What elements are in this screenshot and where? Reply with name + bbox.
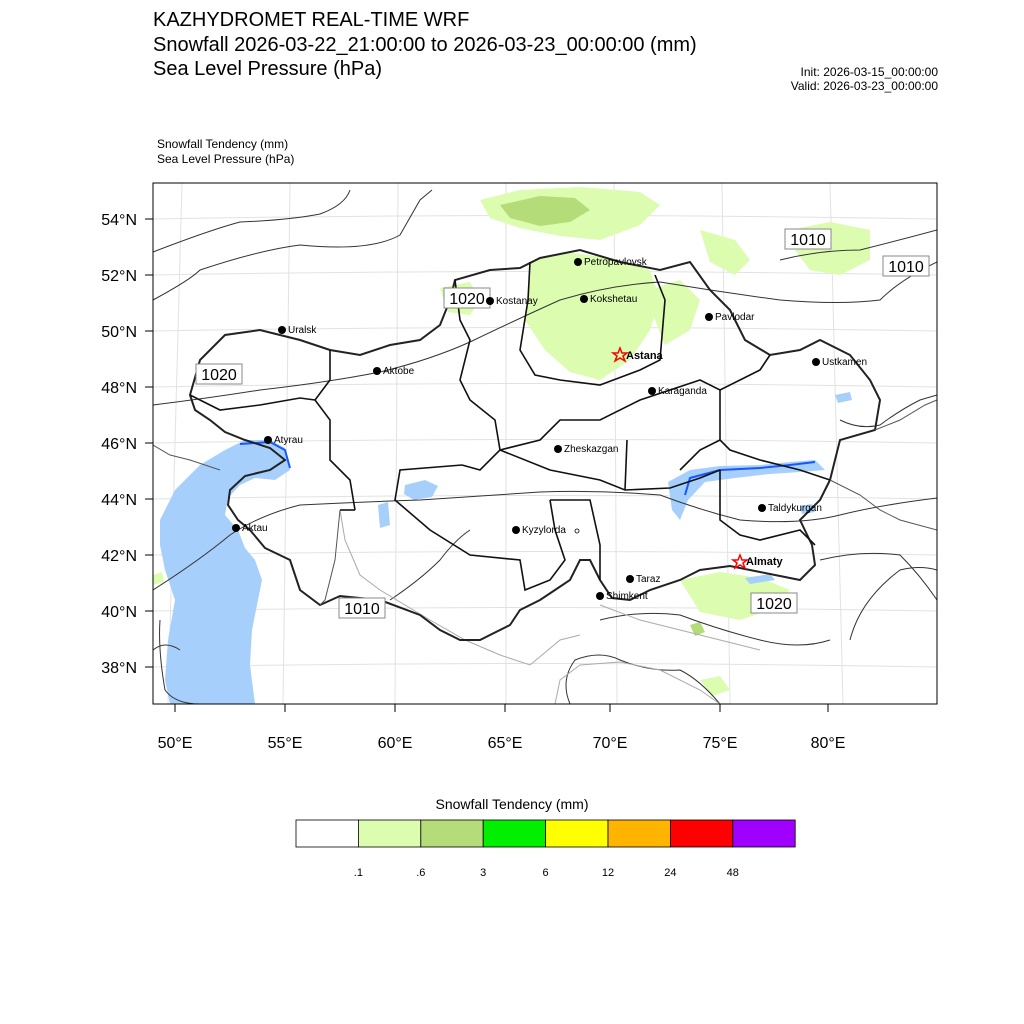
- small-town-icon: [575, 529, 579, 533]
- colorbar-swatch: [546, 820, 608, 847]
- lat-label: 44°N: [101, 492, 137, 509]
- city-label: Ustkamen: [822, 357, 868, 368]
- lon-label: 75°E: [702, 735, 738, 752]
- colorbar: [296, 820, 795, 847]
- colorbar-tick-label: 12: [601, 867, 615, 879]
- city-label: Kyzylorda: [522, 525, 566, 536]
- lat-label: 48°N: [101, 380, 137, 397]
- city-label: Aktobe: [383, 366, 415, 377]
- lon-label: 50°E: [157, 735, 193, 752]
- lat-label: 40°N: [101, 604, 137, 621]
- city-dot: [574, 258, 582, 266]
- lat-label: 50°N: [101, 324, 137, 341]
- colorbar-swatch: [296, 820, 358, 847]
- isobar-label: 1020: [756, 596, 792, 613]
- city-label: Taraz: [636, 574, 661, 585]
- lat-label: 42°N: [101, 548, 137, 565]
- capital-star-icon: [733, 555, 747, 568]
- valid-time: Valid: 2026-03-23_00:00:00: [790, 79, 938, 93]
- colorbar-tick-label: 24: [664, 867, 677, 879]
- city-dot: [554, 445, 562, 453]
- lon-labels: [158, 735, 846, 752]
- lat-label: 46°N: [101, 436, 137, 453]
- city-label: Kokshetau: [590, 294, 638, 305]
- city-dot: [648, 387, 656, 395]
- city-label: Karaganda: [658, 386, 707, 397]
- title-line-1: KAZHYDROMET REAL-TIME WRF: [153, 9, 470, 31]
- colorbar-swatch: [670, 820, 732, 847]
- lat-label: 52°N: [101, 268, 137, 285]
- city-dot: [512, 526, 520, 534]
- init-time: Init: 2026-03-15_00:00:00: [800, 65, 938, 79]
- colorbar-tick-label: 48: [726, 867, 739, 879]
- city-dot: [580, 295, 588, 303]
- lon-label: 55°E: [267, 735, 303, 752]
- title-line-2: Snowfall 2026-03-22_21:00:00 to 2026-03-23_00:00:00 (mm): [153, 34, 697, 56]
- colorbar-swatch: [483, 820, 545, 847]
- lat-ticks: [145, 219, 153, 667]
- colorbar-tick-label: .6: [416, 867, 426, 879]
- colorbar-swatch: [608, 820, 670, 847]
- city-dot: [486, 297, 494, 305]
- colorbar-tick-label: 6: [542, 867, 549, 879]
- lon-ticks: [175, 704, 828, 712]
- city-label: Taldykurgan: [768, 503, 822, 514]
- city-label: Pavlodar: [715, 312, 755, 323]
- lon-label: 60°E: [377, 735, 413, 752]
- city-label: Zheskazgan: [564, 444, 619, 455]
- lon-label: 65°E: [487, 735, 523, 752]
- lat-label: 38°N: [101, 660, 137, 677]
- title-line-3: Sea Level Pressure (hPa): [153, 58, 383, 80]
- city-dot: [705, 313, 713, 321]
- lat-label: 54°N: [101, 212, 137, 229]
- isobar-label: 1010: [888, 259, 924, 276]
- lake-zaysan: [835, 392, 852, 403]
- snow-area-kokshetau: [650, 280, 700, 345]
- lat-labels: [101, 212, 137, 677]
- colorbar-swatch: [421, 820, 483, 847]
- snow-area-sw: [153, 572, 164, 585]
- city-label-capital: Astana: [626, 350, 663, 362]
- city-label: Petropavlovsk: [584, 257, 647, 268]
- colorbar-swatch: [733, 820, 795, 847]
- city-label: Uralsk: [288, 325, 317, 336]
- map-subtitle-1: Snowfall Tendency (mm): [157, 137, 289, 151]
- isobar-label: 1020: [201, 367, 237, 384]
- city-dot: [758, 504, 766, 512]
- isobar-label: 1020: [449, 291, 485, 308]
- colorbar-swatch: [358, 820, 420, 847]
- snow-area-ne2: [700, 230, 750, 275]
- city-dot: [596, 592, 604, 600]
- city-dot: [626, 575, 634, 583]
- aral-sea: [404, 480, 438, 500]
- colorbar-tick-label: 3: [480, 867, 487, 879]
- city-dot: [264, 436, 272, 444]
- city-label-capital: Almaty: [746, 556, 783, 568]
- isobar-label: 1010: [344, 601, 380, 618]
- colorbar-title: Snowfall Tendency (mm): [435, 796, 589, 812]
- colorbar-tick-label: .1: [353, 867, 363, 879]
- isobar-label: 1010: [790, 232, 826, 249]
- city-label: Kostanay: [496, 296, 538, 307]
- lon-label: 80°E: [810, 735, 846, 752]
- city-label: Aktau: [242, 523, 268, 534]
- aral-sea-south: [378, 502, 390, 528]
- map-content: [153, 183, 937, 704]
- city-dot: [278, 326, 286, 334]
- city-label: Shimkent: [606, 591, 648, 602]
- map-subtitle-2: Sea Level Pressure (hPa): [157, 152, 295, 166]
- city-label: Atyrau: [274, 435, 303, 446]
- city-dot: [373, 367, 381, 375]
- lon-label: 70°E: [592, 735, 628, 752]
- city-dot: [232, 524, 240, 532]
- city-dot: [812, 358, 820, 366]
